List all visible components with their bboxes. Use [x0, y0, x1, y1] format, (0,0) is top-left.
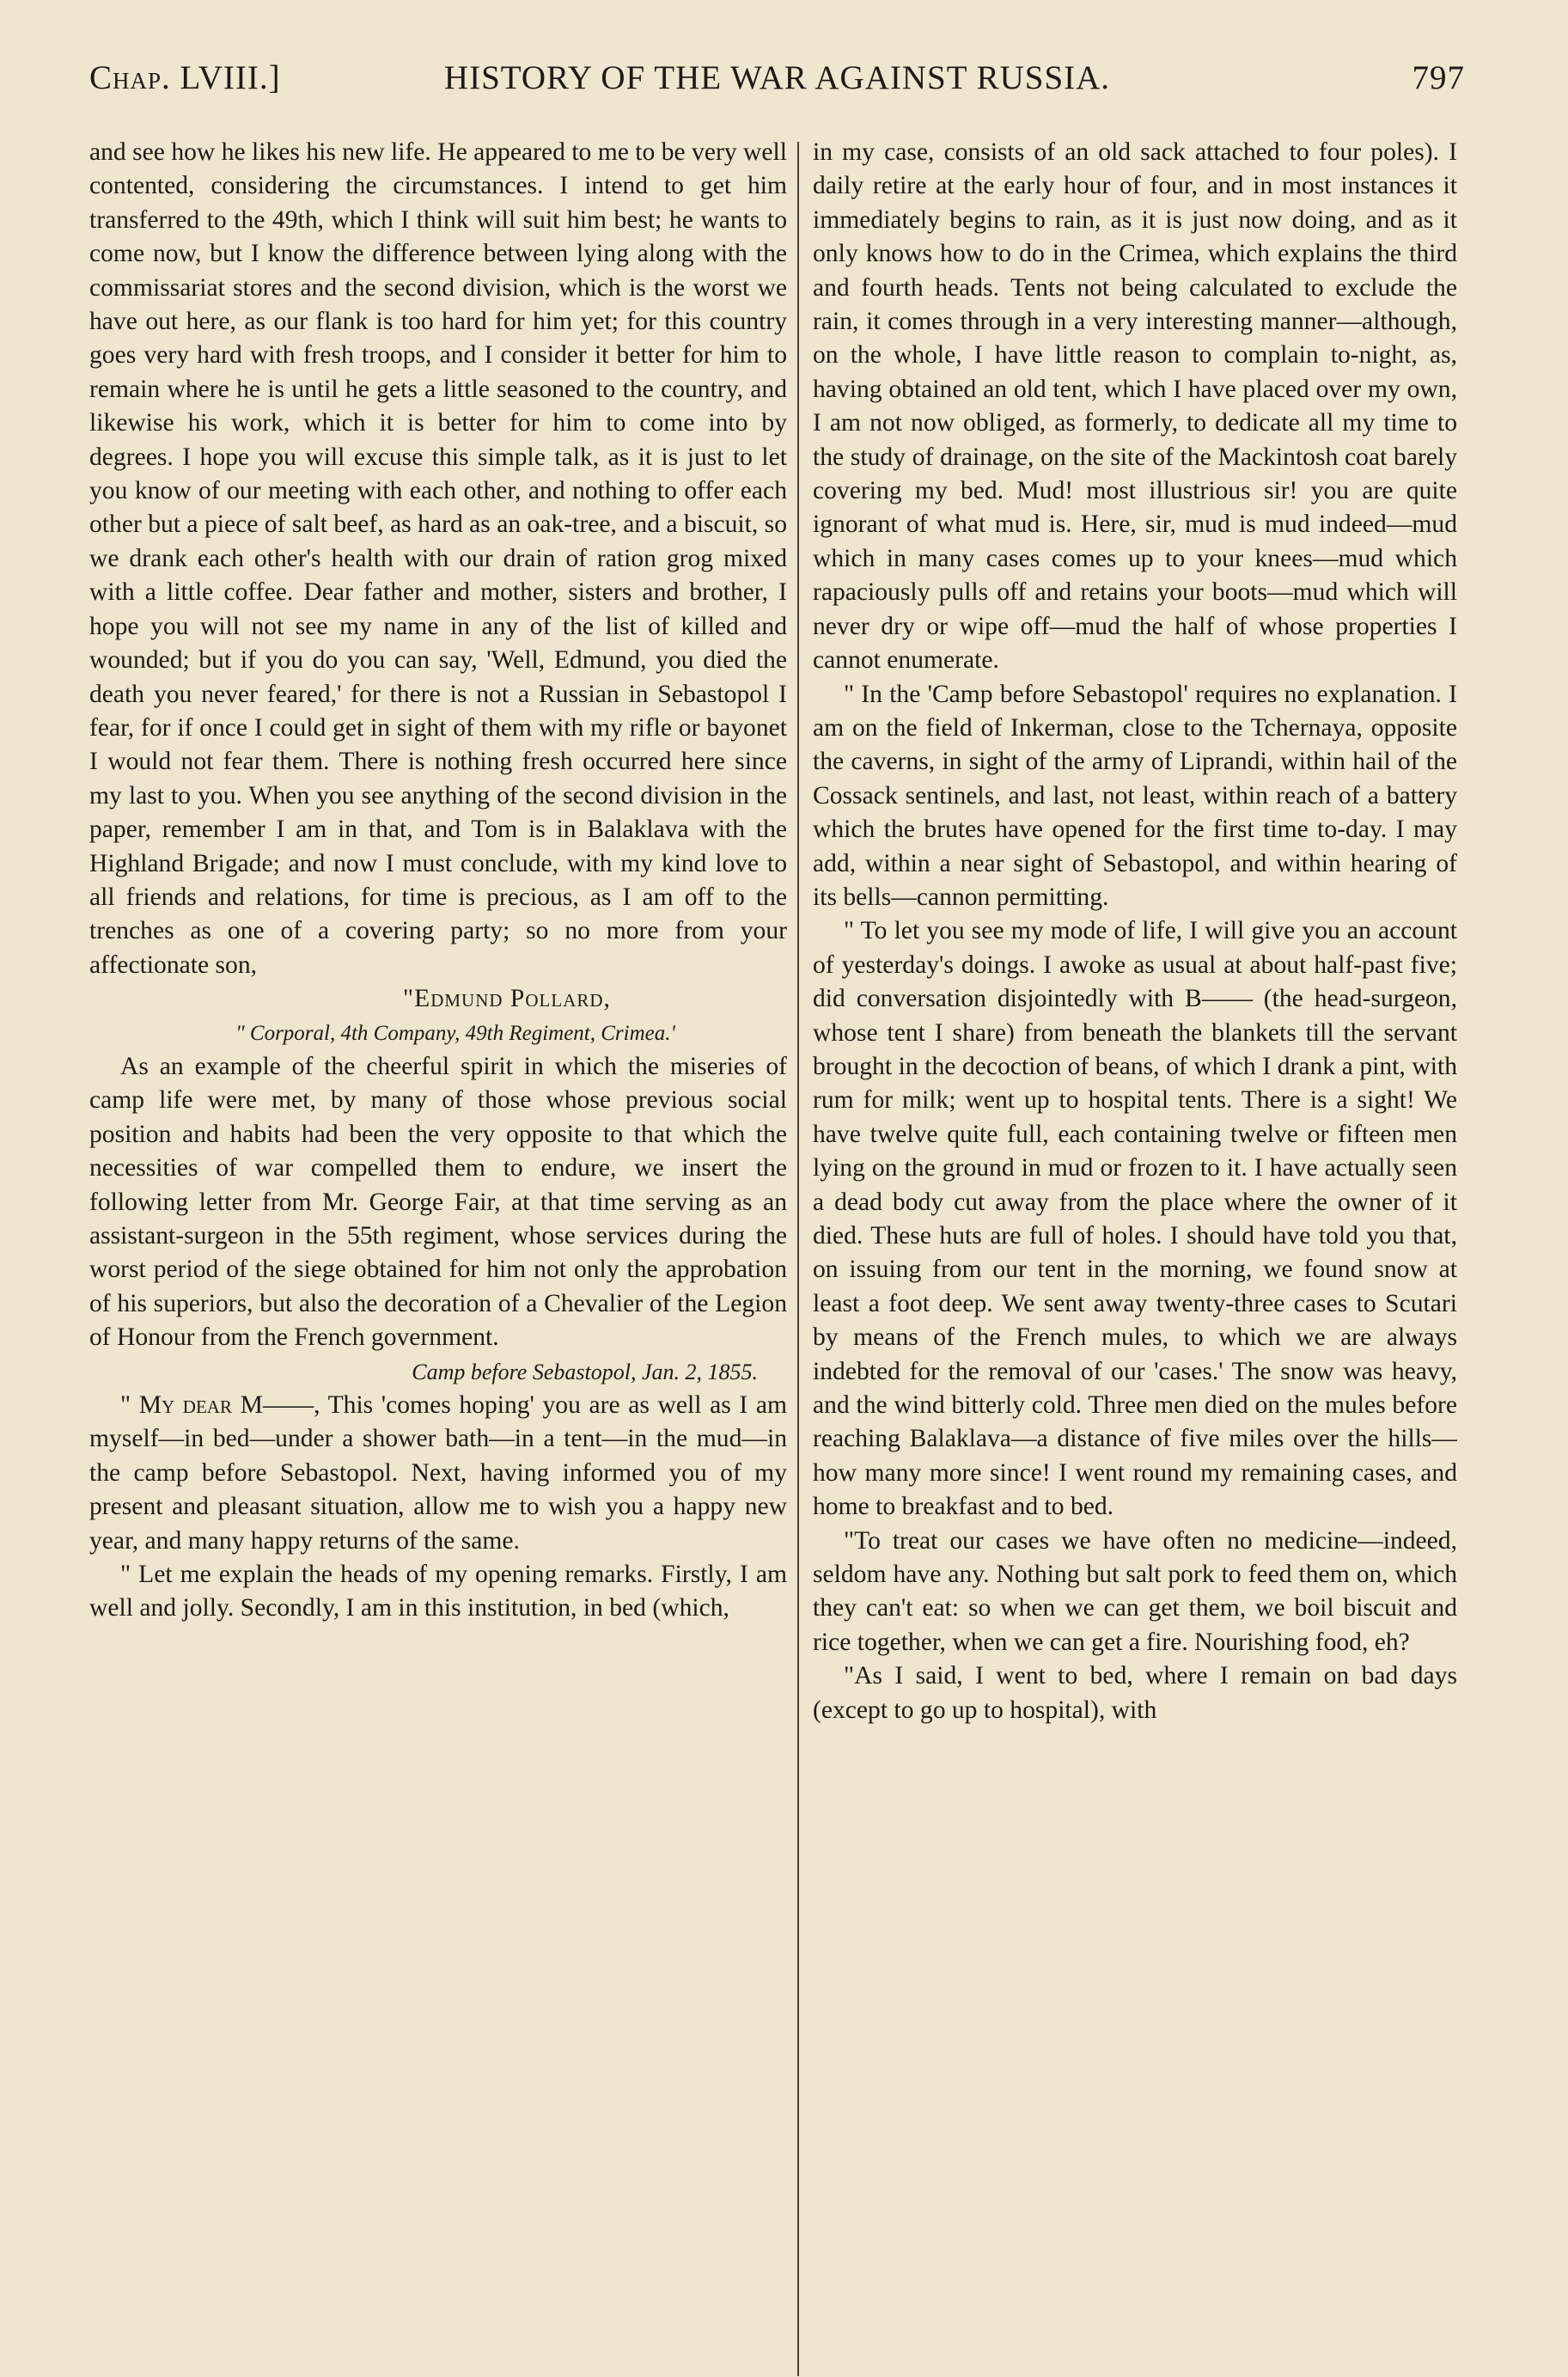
letter-salutation: " My dear M——, — [120, 1391, 320, 1420]
signature-name: "Edmund Pollard, — [403, 985, 611, 1013]
chapter-label: Chap. LVIII.] — [89, 59, 281, 96]
letter-dateline: Camp before Sebastopol, Jan. 2, 1855. — [412, 1359, 758, 1384]
left-paragraph-1: and see how he likes his new life. He appeared to me to be very well contented, considering the circumstances. I intend to get him transferred to the 49th, which I think will suit him best; he wants to come now, but I know the difference between lying along with the commissariat stores and the second division, which is the worst we have out here, as our flank is too hard for him yet; for this country goes very hard with fresh troops, and I consider it better for him to remain where he is until he gets a little seasoned to the country, and likewise his work, which it is better for him to come into by degrees. I hope you will excuse this simple talk, as it is just to let you know of our meeting with each other, and nothing to offer each other but a piece of salt beef, as hard as an oak-tree, and a biscuit, so we drank each other's health with our drain of ration grog mixed with a little coffee. Dear father and mother, sisters and brother, I hope you will not see my name in any of the list of killed and wounded; but if you do you can say, 'Well, Edmund, you died the death you never feared,' for there is not a Russian in Sebastopol I fear, for if once I could get in sight of them with my rifle or bayonet I would not fear them. There is nothing fresh occurred here since my last to you. When you see anything of the second division in the paper, remember I am in that, and Tom is in Balaklava with the Highland Brigade; and now I must conclude, with my kind love to all friends and relations, for time is precious, as I am off to the trenches as one of a covering party; so no more from your affectionate son, — [89, 138, 787, 979]
left-paragraph-3-text: This 'comes hoping' you are as well as I am myself—in bed—under a shower bath—in a tent—in the mud—in the camp before Sebastopol. Next, having informed you of my present and pleasant situation, allow me to wish you a happy new year, and many happy returns of the same. — [89, 1391, 787, 1555]
left-column — [89, 136, 787, 2353]
signature-address: " Corporal, 4th Company, 49th Regiment, Crimea.' — [235, 1021, 675, 1045]
right-paragraph-1: in my case, consists of an old sack attached to four poles). I daily retire at the early hour of four, and in most instances it immediately begins to rain, as it is just now doing, and as it only knows how to do in the Crimea, which explains the third and fourth heads. Tents not being calculated to exclude the rain, it comes through in a very interesting manner—although, on the whole, I have little reason to complain to-night, as, having obtained an old tent, which I have placed over my own, I am not now obliged, as formerly, to dedicate all my time to the study of drainage, on the site of the Mackintosh coat barely covering my bed. Mud! most illustrious sir! you are quite ignorant of what mud is. Here, sir, mud is mud indeed—mud which in many cases comes up to your knees—mud which rapaciously pulls off and retains your boots—mud which will never dry or wipe off—mud the half of whose properties I cannot enumerate. — [813, 138, 1457, 675]
left-paragraph-4: " Let me explain the heads of my opening remarks. Firstly, I am well and jolly. Secondly, I am in this institution, in bed (which, — [89, 1561, 787, 1622]
page-title: HISTORY OF THE WAR AGAINST RUSSIA. — [443, 59, 1111, 96]
left-paragraph-2: As an example of the cheerful spirit in which the miseries of camp life were met, by many of those whose previous social position and habits had been the very opposite to that which the necessities of war compelled them to endure, we insert the following letter from Mr. George Fair, at that time serving as an assistant-surgeon in the 55th regiment, whose services during the worst period of the siege obtained for him not only the approbation of his superiors, but also the decoration of a Chevalier of the Legion of Honour from the French government. — [89, 1052, 787, 1352]
left-paragraph-3 — [89, 1389, 787, 1558]
page-number: 797 — [1412, 59, 1465, 96]
right-paragraph-3: " To let you see my mode of life, I will give you an account of yesterday's doings. I awoke as usual at about half-past five; did conversation disjointedly with B—— (the head-surgeon, whose tent I share) from beneath the blankets till the servant brought in the decoction of beans, of which I drank a pint, with rum for milk; went up to hospital tents. There is a sight! We have twelve quite full, each containing twelve or fifteen men lying on the ground in mud or frozen to it. I have actually seen a dead body cut away from the place where the owner of it died. These huts are full of holes. I should have told you that, on issuing from our tent in the morning, we found snow at least a foot deep. We sent away twenty-three cases to Scutari by means of the French mules, to which we are always indebted for the removal of our 'cases.' The snow was heavy, and the wind bitterly cold. Three men died on the mules before reaching Balaklava—a distance of five miles over the hills—how many more since! I went round my remaining cases, and home to breakfast and to bed. — [813, 917, 1457, 1521]
running-head — [89, 58, 1465, 110]
right-paragraph-2: " In the 'Camp before Sebastopol' requires no explanation. I am on the field of Inkerman, close to the Tchernaya, opposite the caverns, in sight of the army of Liprandi, within hail of the Cossack sentinels, and last, not least, within reach of a battery which the brutes have opened for the first time to-day. I may add, within a near sight of Sebastopol, and within hearing of its bells—cannon permitting. — [813, 680, 1457, 911]
column-divider — [797, 142, 799, 2376]
right-paragraph-4: "To treat our cases we have often no medicine—indeed, seldom have any. Nothing but salt pork to feed them on, which they can't eat: so when we can get them, we boil biscuit and rice together, when we can get a fire. Nourishing food, eh? — [813, 1526, 1457, 1656]
right-column — [813, 136, 1457, 2353]
right-paragraph-5: "As I said, I went to bed, where I remain on bad days (except to go up to hospital), with — [813, 1662, 1457, 1724]
